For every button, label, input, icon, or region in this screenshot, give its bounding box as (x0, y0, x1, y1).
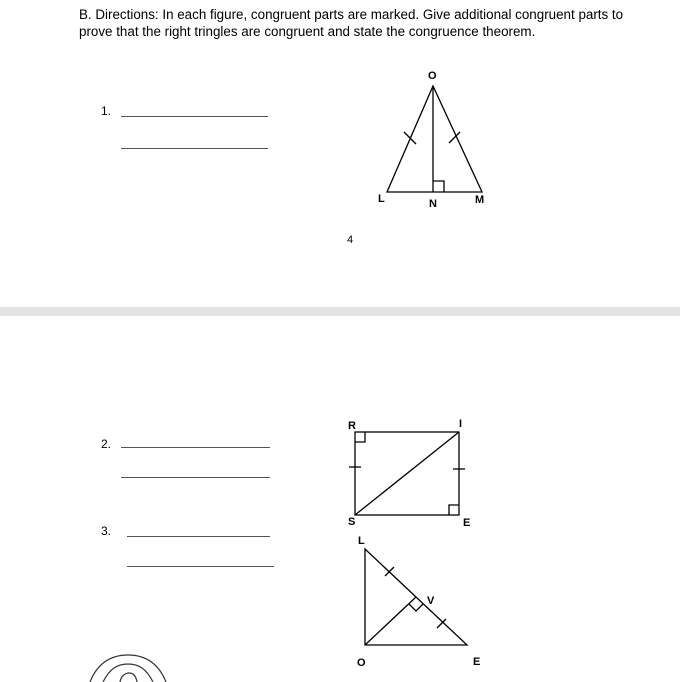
figure-1-isosceles-triangle (0, 0, 680, 307)
diagonal-si (355, 432, 459, 515)
vertex-label-s: S (348, 516, 356, 528)
vertex-label-l-fig3: L (358, 535, 365, 547)
vertex-label-o-fig3: O (357, 657, 366, 669)
item-number-3: 3. (101, 524, 112, 538)
right-angle-mark-r (355, 432, 365, 442)
right-angle-mark-e (449, 505, 459, 515)
item-number-2: 2. (101, 437, 112, 451)
vertex-label-i: I (459, 418, 463, 430)
vertex-label-o: O (428, 70, 437, 82)
page-2-figures (0, 316, 680, 682)
right-angle-mark-n (433, 181, 444, 192)
figure-2-rectangle (349, 432, 465, 515)
decorative-emblem-partial (90, 655, 166, 682)
figure-3-triangle (365, 549, 467, 645)
worksheet-page-2 (0, 316, 680, 682)
directions-text: B. Directions: In each figure, congruent parts are marked. Give additional congruent parts to prove that the right tringles are congruent and state the congruence theorem. (79, 7, 624, 39)
tick-mark-ol (404, 132, 416, 144)
vertex-label-m: M (475, 194, 485, 206)
item-number-1: 1. (101, 104, 112, 118)
segment-ov (365, 597, 416, 645)
page-separator (0, 307, 680, 316)
triangle-olm (387, 86, 482, 192)
right-angle-mark-v (409, 604, 423, 611)
vertex-label-l: L (378, 193, 385, 205)
vertex-label-n: N (429, 198, 437, 210)
vertex-label-v: V (427, 595, 435, 607)
vertex-label-e-fig3: E (473, 656, 481, 668)
page-number: 4 (347, 234, 354, 246)
vertex-label-e-fig2: E (463, 517, 471, 529)
worksheet-page-1 (0, 0, 680, 307)
vertex-label-r: R (348, 420, 356, 432)
